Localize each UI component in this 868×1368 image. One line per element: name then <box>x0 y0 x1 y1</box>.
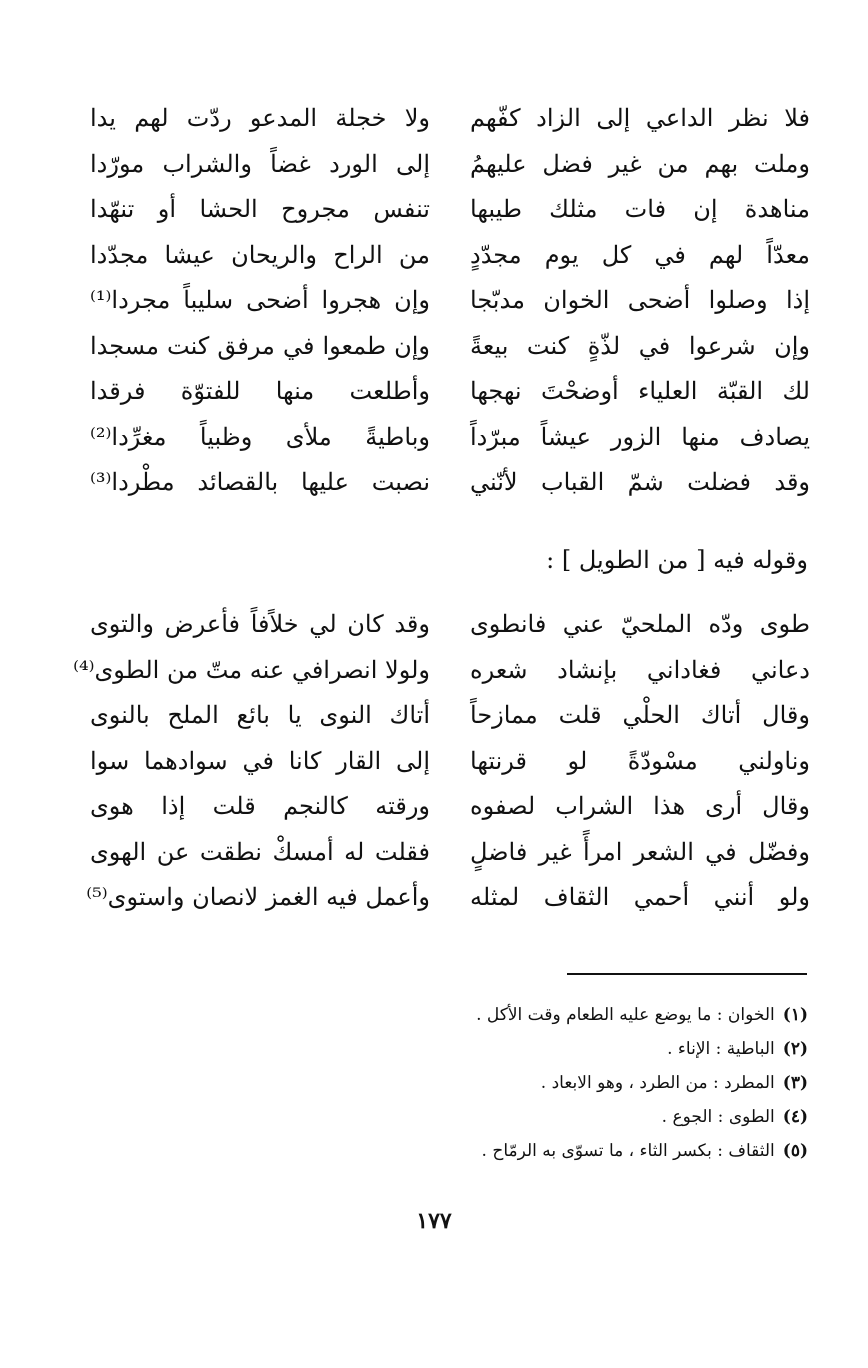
verse-first-hemistich: دعاني فغاداني بإنشاد شعره <box>470 655 810 684</box>
verse-line <box>86 875 810 921</box>
verse-line <box>90 324 810 370</box>
verse-first-hemistich: وملت بهم من غير فضل عليهمُ <box>470 149 810 178</box>
footnote-item <box>88 1066 808 1100</box>
footnote-number: (٢) <box>782 1039 808 1059</box>
verse-second-hemistich: وأعمل فيه الغمز لانصان واستوى⁽⁵⁾ <box>86 883 430 911</box>
verse-second-hemistich: من الراح والريحان عيشا مجدّدا <box>90 240 430 269</box>
verse-line <box>90 415 810 461</box>
verse-first-hemistich: إذا وصلوا أضحى الخوان مدبّجا <box>470 286 810 314</box>
footnote-number: (٥) <box>782 1141 808 1161</box>
verse-line <box>90 278 810 324</box>
footnote-text: الخوان : ما يوضع عليه الطعام وقت الأكل . <box>476 1005 775 1025</box>
footnote-text: الباطية : الإناء . <box>667 1039 775 1059</box>
verse-first-hemistich: وإن شرعوا في لذّةٍ كنت بيعةً <box>470 331 810 360</box>
verse-second-hemistich: وإن هجروا أضحى سليباً مجردا⁽¹⁾ <box>90 286 430 314</box>
footnote-number: (٣) <box>782 1073 808 1093</box>
footnotes <box>88 998 808 1168</box>
verse-second-hemistich: فقلت له أمسكْ نطقت عن الهوى <box>90 837 430 866</box>
footnote-text: الثقاف : بكسر الثاء ، ما تسوّى به الرمّاح . <box>481 1141 775 1161</box>
verse-second-hemistich: نصبت عليها بالقصائد مطْردا⁽³⁾ <box>90 468 430 496</box>
footnote-text: المطرد : من الطرد ، وهو الابعاد . <box>540 1073 775 1093</box>
poem-stanza-2 <box>73 602 810 921</box>
verse-first-hemistich: مناهدة إن فات مثلك طيبها <box>470 195 810 223</box>
verse-line <box>90 369 810 415</box>
verse-second-hemistich: ولا خجلة المدعو ردّت لهم يدا <box>90 104 430 132</box>
verse-second-hemistich: تنفس مجروح الحشا أو تنهّدا <box>90 195 430 223</box>
verse-line <box>90 830 810 876</box>
verse-first-hemistich: وناولني مسْودّةً لو قرنتها <box>470 746 810 775</box>
verse-first-hemistich: وقال أتاك الحلْي قلت ممازحاً <box>470 701 810 729</box>
verse-first-hemistich: معدّاً لهم في كل يوم مجدّدٍ <box>470 240 810 269</box>
poem-intro-line: وقوله فيه [ من الطويل ] : <box>546 546 808 574</box>
verse-first-hemistich: لك القبّة العلياء أوضحْتَ نهجها <box>470 377 810 405</box>
verse-second-hemistich: وقد كان لي خلاًفاً فأعرض والتوى <box>90 610 430 638</box>
footnote-item <box>88 1134 808 1168</box>
verse-second-hemistich: أتاك النوى يا بائع الملح بالنوى <box>90 701 430 729</box>
footnote-number: (١) <box>782 1005 808 1025</box>
verse-second-hemistich: وإن طمعوا في مرفق كنت مسجدا <box>90 331 430 360</box>
verse-line <box>90 233 810 279</box>
verse-second-hemistich: ورقته كالنجم قلت إذا هوى <box>90 792 430 820</box>
verse-first-hemistich: طوى ودّه الملحيّ عني فانطوى <box>470 610 810 638</box>
verse-line <box>90 96 810 142</box>
footnote-item <box>88 1032 808 1066</box>
verse-first-hemistich: فلا نظر الداعي إلى الزاد كفّهم <box>470 104 810 132</box>
poem-stanza-1 <box>90 96 810 506</box>
verse-second-hemistich: وأطلعت منها للفتوّة فرقدا <box>90 377 430 405</box>
verse-second-hemistich: وباطيةً ملأى وظبياً مغرِّدا⁽²⁾ <box>90 422 430 451</box>
verse-second-hemistich: إلى الورد غضاً والشراب مورّدا <box>90 149 430 178</box>
verse-first-hemistich: يصادف منها الزور عيشاً مبرّداً <box>470 422 810 451</box>
verse-line <box>90 187 810 233</box>
verse-line <box>90 784 810 830</box>
verse-line <box>90 460 810 506</box>
footnote-number: (٤) <box>782 1107 808 1127</box>
verse-second-hemistich: ولولا انصرافي عنه متّ من الطوى⁽⁴⁾ <box>73 655 430 684</box>
verse-line <box>90 739 810 785</box>
footnote-item <box>88 998 808 1032</box>
verse-line <box>90 142 810 188</box>
verse-first-hemistich: ولو أنني أحمي الثقاف لمثله <box>470 883 810 911</box>
verse-first-hemistich: وقال أرى هذا الشراب لصفوه <box>470 792 810 820</box>
verse-line <box>90 693 810 739</box>
footnote-divider <box>567 973 807 975</box>
verse-second-hemistich: إلى القار كانا في سوادهما سوا <box>90 746 430 775</box>
verse-first-hemistich: وفضّل في الشعر امرأً غير فاضلٍ <box>470 837 810 866</box>
page-number: ١٧٧ <box>416 1208 452 1234</box>
verse-first-hemistich: وقد فضلت شمّ القباب لأنّني <box>470 468 810 496</box>
footnote-text: الطوى : الجوع . <box>661 1107 775 1127</box>
verse-line <box>73 648 810 694</box>
footnote-item <box>88 1100 808 1134</box>
verse-line <box>90 602 810 648</box>
